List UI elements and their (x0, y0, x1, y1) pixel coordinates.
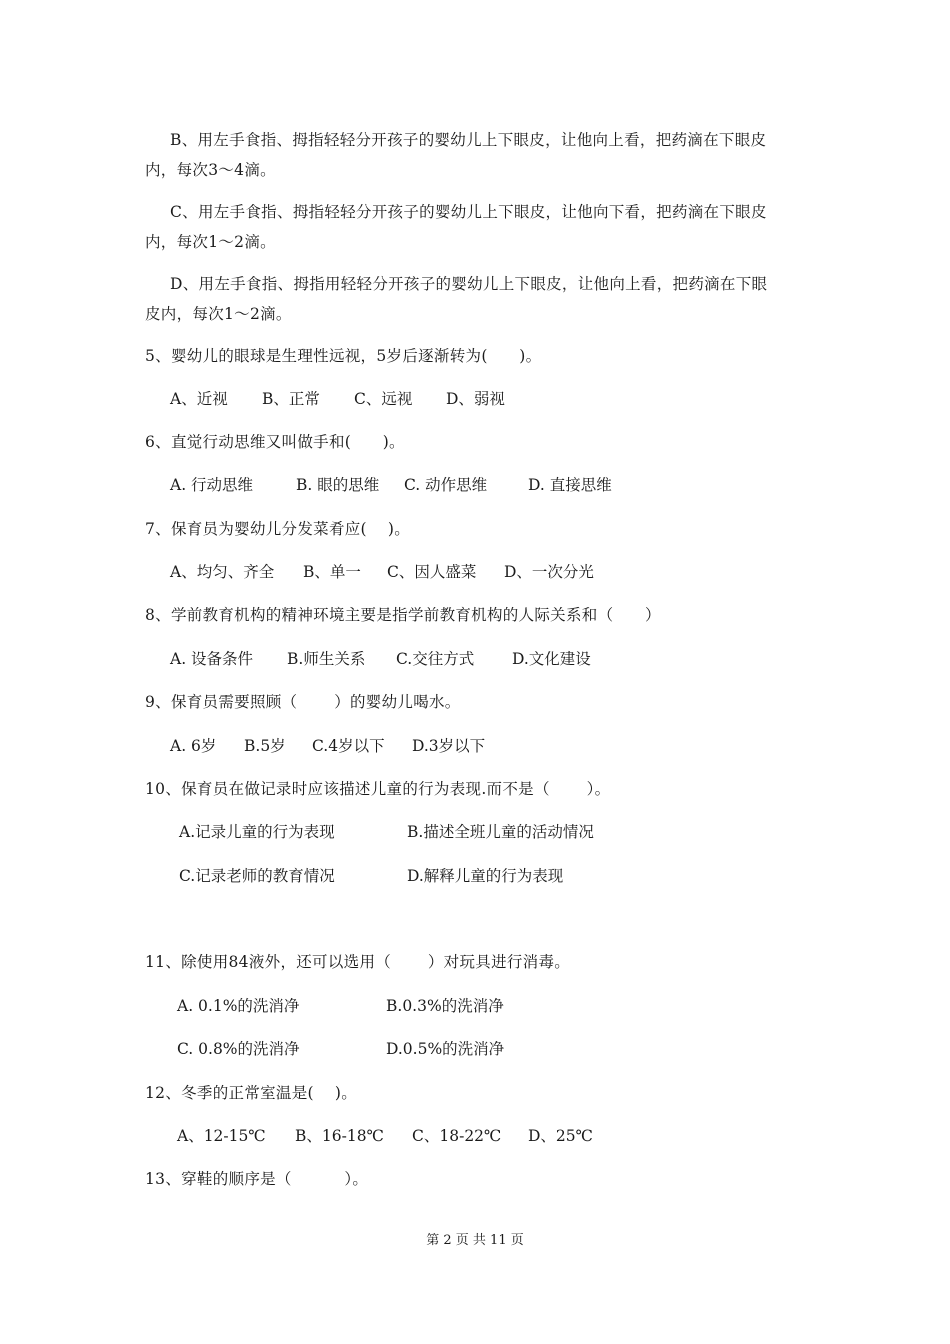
question-9-stem: 9、保育员需要照顾（ ）的婴幼儿喝水。 (145, 693, 461, 711)
question-10-stem: 10、保育员在做记录时应该描述儿童的行为表现.而不是（ ）。 (145, 780, 611, 798)
option-c-line2: 内，每次1～2滴。 (145, 233, 276, 251)
question-5-stem: 5、婴幼儿的眼球是生理性远视，5岁后逐渐转为( )。 (145, 347, 542, 365)
q6-option-a: A. 行动思维 (170, 476, 254, 494)
q10-option-c: C.记录老师的教育情况 (179, 867, 335, 885)
q11-option-d: D.0.5%的洗消净 (386, 1040, 505, 1058)
q8-option-c: C.交往方式 (396, 650, 475, 668)
option-c-line1: C、用左手食指、拇指轻轻分开孩子的婴幼儿上下眼皮，让他向下看，把药滴在下眼皮 (170, 203, 767, 221)
q8-option-d: D.文化建设 (512, 650, 591, 668)
q6-option-b: B. 眼的思维 (296, 476, 380, 494)
q5-option-a: A、近视 (170, 390, 228, 408)
question-7-stem: 7、保育员为婴幼儿分发菜肴应( )。 (145, 520, 411, 538)
option-b-line1: B、用左手食指、拇指轻轻分开孩子的婴幼儿上下眼皮，让他向上看，把药滴在下眼皮 (170, 131, 767, 149)
q10-option-b: B.描述全班儿童的活动情况 (407, 823, 594, 841)
q9-option-a: A. 6岁 (170, 737, 217, 755)
option-d-line2: 皮内，每次1～2滴。 (145, 305, 292, 323)
q9-option-d: D.3岁以下 (412, 737, 486, 755)
question-6-stem: 6、直觉行动思维又叫做手和( )。 (145, 433, 405, 451)
q7-option-b: B、单一 (303, 563, 361, 581)
q12-option-c: C、18-22℃ (412, 1127, 502, 1145)
q5-option-d: D、弱视 (446, 390, 505, 408)
q11-option-c: C. 0.8%的洗消净 (177, 1040, 300, 1058)
q6-option-c: C. 动作思维 (404, 476, 488, 494)
q5-option-b: B、正常 (262, 390, 320, 408)
option-d-line1: D、用左手食指、拇指用轻轻分开孩子的婴幼儿上下眼皮，让他向上看，把药滴在下眼 (170, 275, 768, 293)
q10-option-d: D.解释儿童的行为表现 (407, 867, 564, 885)
q9-option-b: B.5岁 (244, 737, 286, 755)
option-b-line2: 内，每次3～4滴。 (145, 161, 276, 179)
q11-option-a: A. 0.1%的洗消净 (177, 997, 300, 1015)
q8-option-a: A. 设备条件 (170, 650, 254, 668)
q12-option-a: A、12-15℃ (177, 1127, 266, 1145)
page-footer: 第 2 页 共 11 页 (426, 1233, 524, 1248)
q8-option-b: B.师生关系 (287, 650, 366, 668)
question-12-stem: 12、冬季的正常室温是( )。 (145, 1084, 358, 1102)
q9-option-c: C.4岁以下 (312, 737, 385, 755)
q11-option-b: B.0.3%的洗消净 (386, 997, 504, 1015)
q5-option-c: C、远视 (354, 390, 413, 408)
q7-option-c: C、因人盛菜 (387, 563, 477, 581)
question-13-stem: 13、穿鞋的顺序是（ ）。 (145, 1170, 369, 1188)
q7-option-d: D、一次分光 (504, 563, 594, 581)
question-11-stem: 11、除使用84液外，还可以选用（ ）对玩具进行消毒。 (145, 953, 571, 971)
q6-option-d: D. 直接思维 (528, 476, 612, 494)
q10-option-a: A.记录儿童的行为表现 (179, 823, 335, 841)
q7-option-a: A、均匀、齐全 (170, 563, 275, 581)
q12-option-b: B、16-18℃ (295, 1127, 384, 1145)
q12-option-d: D、25℃ (528, 1127, 593, 1145)
question-8-stem: 8、学前教育机构的精神环境主要是指学前教育机构的人际关系和（ ） (145, 606, 661, 624)
